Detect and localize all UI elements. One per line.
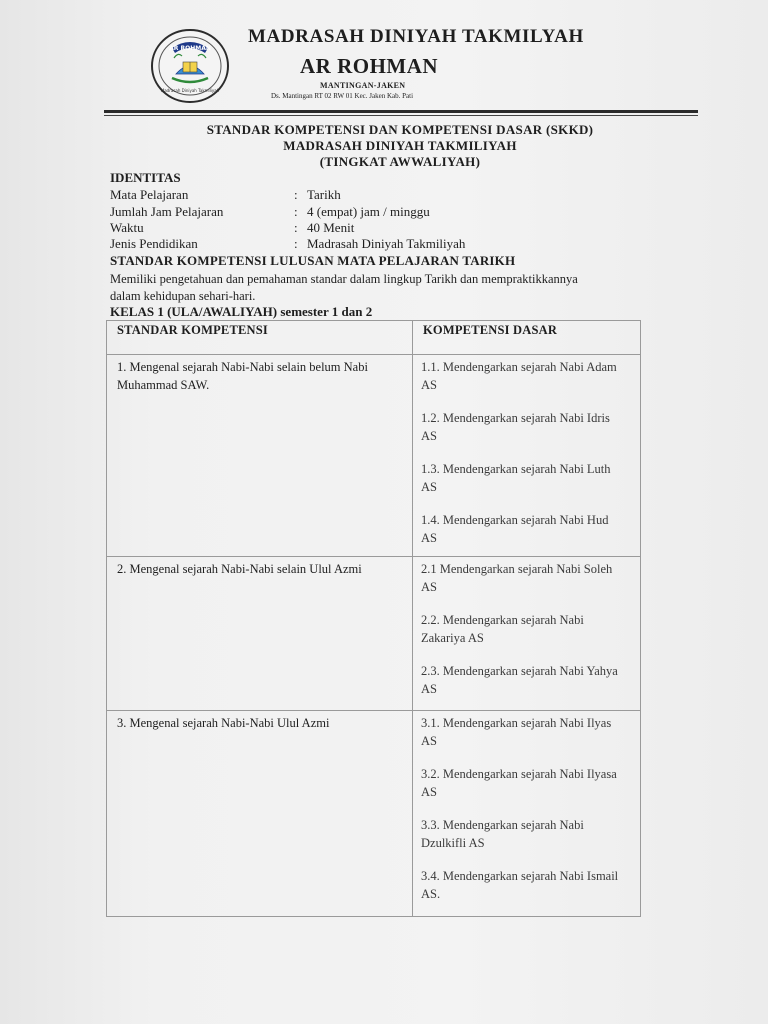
identitas-value: 4 (empat) jam / minggu xyxy=(307,204,430,219)
table-row xyxy=(107,355,641,557)
letterhead-rule-thick xyxy=(104,110,698,113)
kompetensi-dasar-item: 3.1. Mendengarkan sejarah Nabi Ilyas AS xyxy=(421,716,612,748)
standar-kompetensi-cell: 3. Mengenal sejarah Nabi-Nabi Ulul Azmi xyxy=(107,711,413,917)
kompetensi-dasar-item: 3.2. Mendengarkan sejarah Nabi Ilyasa AS xyxy=(421,767,617,799)
table-row xyxy=(107,711,641,917)
kompetensi-dasar-item: 2.2. Mendengarkan sejarah Nabi Zakariya AS xyxy=(421,613,584,645)
kompetensi-dasar-item: 2.1 Mendengarkan sejarah Nabi Soleh AS xyxy=(421,562,613,594)
table-header-row xyxy=(107,321,641,355)
colon: : xyxy=(294,204,298,219)
kelas-heading: KELAS 1 (ULA/AWALIYAH) semester 1 dan 2 xyxy=(110,304,373,319)
identitas-value: Tarikh xyxy=(307,187,341,202)
kompetensi-dasar-item: 1.2. Mendengarkan sejarah Nabi Idris AS xyxy=(421,411,610,443)
colon: : xyxy=(294,236,298,251)
svg-text:AR ROHMAN: AR ROHMAN xyxy=(169,45,211,52)
identitas-heading: IDENTITAS xyxy=(110,170,181,185)
kompetensi-dasar-item: 3.3. Mendengarkan sejarah Nabi Dzulkifli AS xyxy=(421,818,584,850)
standar-kompetensi-cell: 1. Mengenal sejarah Nabi-Nabi selain belum Nabi Muhammad SAW. xyxy=(107,355,413,557)
identitas-label: Mata Pelajaran xyxy=(110,187,189,202)
table-row xyxy=(107,557,641,711)
letterhead-rule-thin xyxy=(104,115,698,116)
kompetensi-dasar-item: 1.3. Mendengarkan sejarah Nabi Luth AS xyxy=(421,462,611,494)
skl-heading: STANDAR KOMPETENSI LULUSAN MATA PELAJARAN TARIKH xyxy=(110,253,516,268)
school-village: MANTINGAN-JAKEN xyxy=(320,81,406,90)
identitas-label: Waktu xyxy=(110,220,144,235)
identitas-label: Jumlah Jam Pelajaran xyxy=(110,204,224,219)
skkd-table xyxy=(106,320,641,917)
standar-kompetensi-cell: 2. Mengenal sejarah Nabi-Nabi selain Ulul Azmi xyxy=(107,557,413,711)
colon: : xyxy=(294,220,298,235)
kompetensi-dasar-cell xyxy=(413,557,641,711)
doc-title-1: STANDAR KOMPETENSI DAN KOMPETENSI DASAR (SKKD) xyxy=(206,122,594,137)
identitas-value: Madrasah Diniyah Takmiliyah xyxy=(307,236,466,251)
svg-text:Madrasah Diniyah Takmiliyah: Madrasah Diniyah Takmiliyah xyxy=(160,88,220,93)
header-standar-kompetensi: STANDAR KOMPETENSI xyxy=(107,321,413,355)
colon: : xyxy=(294,187,298,202)
school-address: Ds. Mantingan RT 02 RW 01 Kec. Jaken Kab. Pati xyxy=(271,92,414,100)
kompetensi-dasar-item: 3.4. Mendengarkan sejarah Nabi Ismail AS. xyxy=(421,869,619,901)
school-sub-name: AR ROHMAN xyxy=(300,54,439,78)
school-name: MADRASAH DINIYAH TAKMILYAH xyxy=(248,26,584,47)
skl-text: Memiliki pengetahuan dan pemahaman standar dalam lingkup Tarikh dan mempraktikkannya dalam kehidupan sehari-hari. xyxy=(110,272,578,303)
kompetensi-dasar-item: 1.4. Mendengarkan sejarah Nabi Hud AS xyxy=(421,513,609,545)
kompetensi-dasar-item: 1.1. Mendengarkan sejarah Nabi Adam AS xyxy=(421,360,617,392)
school-logo xyxy=(150,28,230,104)
kompetensi-dasar-cell xyxy=(413,711,641,917)
kompetensi-dasar-cell xyxy=(413,355,641,557)
doc-title-2: MADRASAH DINIYAH TAKMILIYAH xyxy=(283,138,517,153)
kompetensi-dasar-item: 2.3. Mendengarkan sejarah Nabi Yahya AS xyxy=(421,664,618,696)
doc-title-3: (TINGKAT AWWALIYAH) xyxy=(319,154,481,169)
identitas-label: Jenis Pendidikan xyxy=(110,236,198,251)
header-kompetensi-dasar: KOMPETENSI DASAR xyxy=(413,321,641,355)
identitas-value: 40 Menit xyxy=(307,220,355,235)
